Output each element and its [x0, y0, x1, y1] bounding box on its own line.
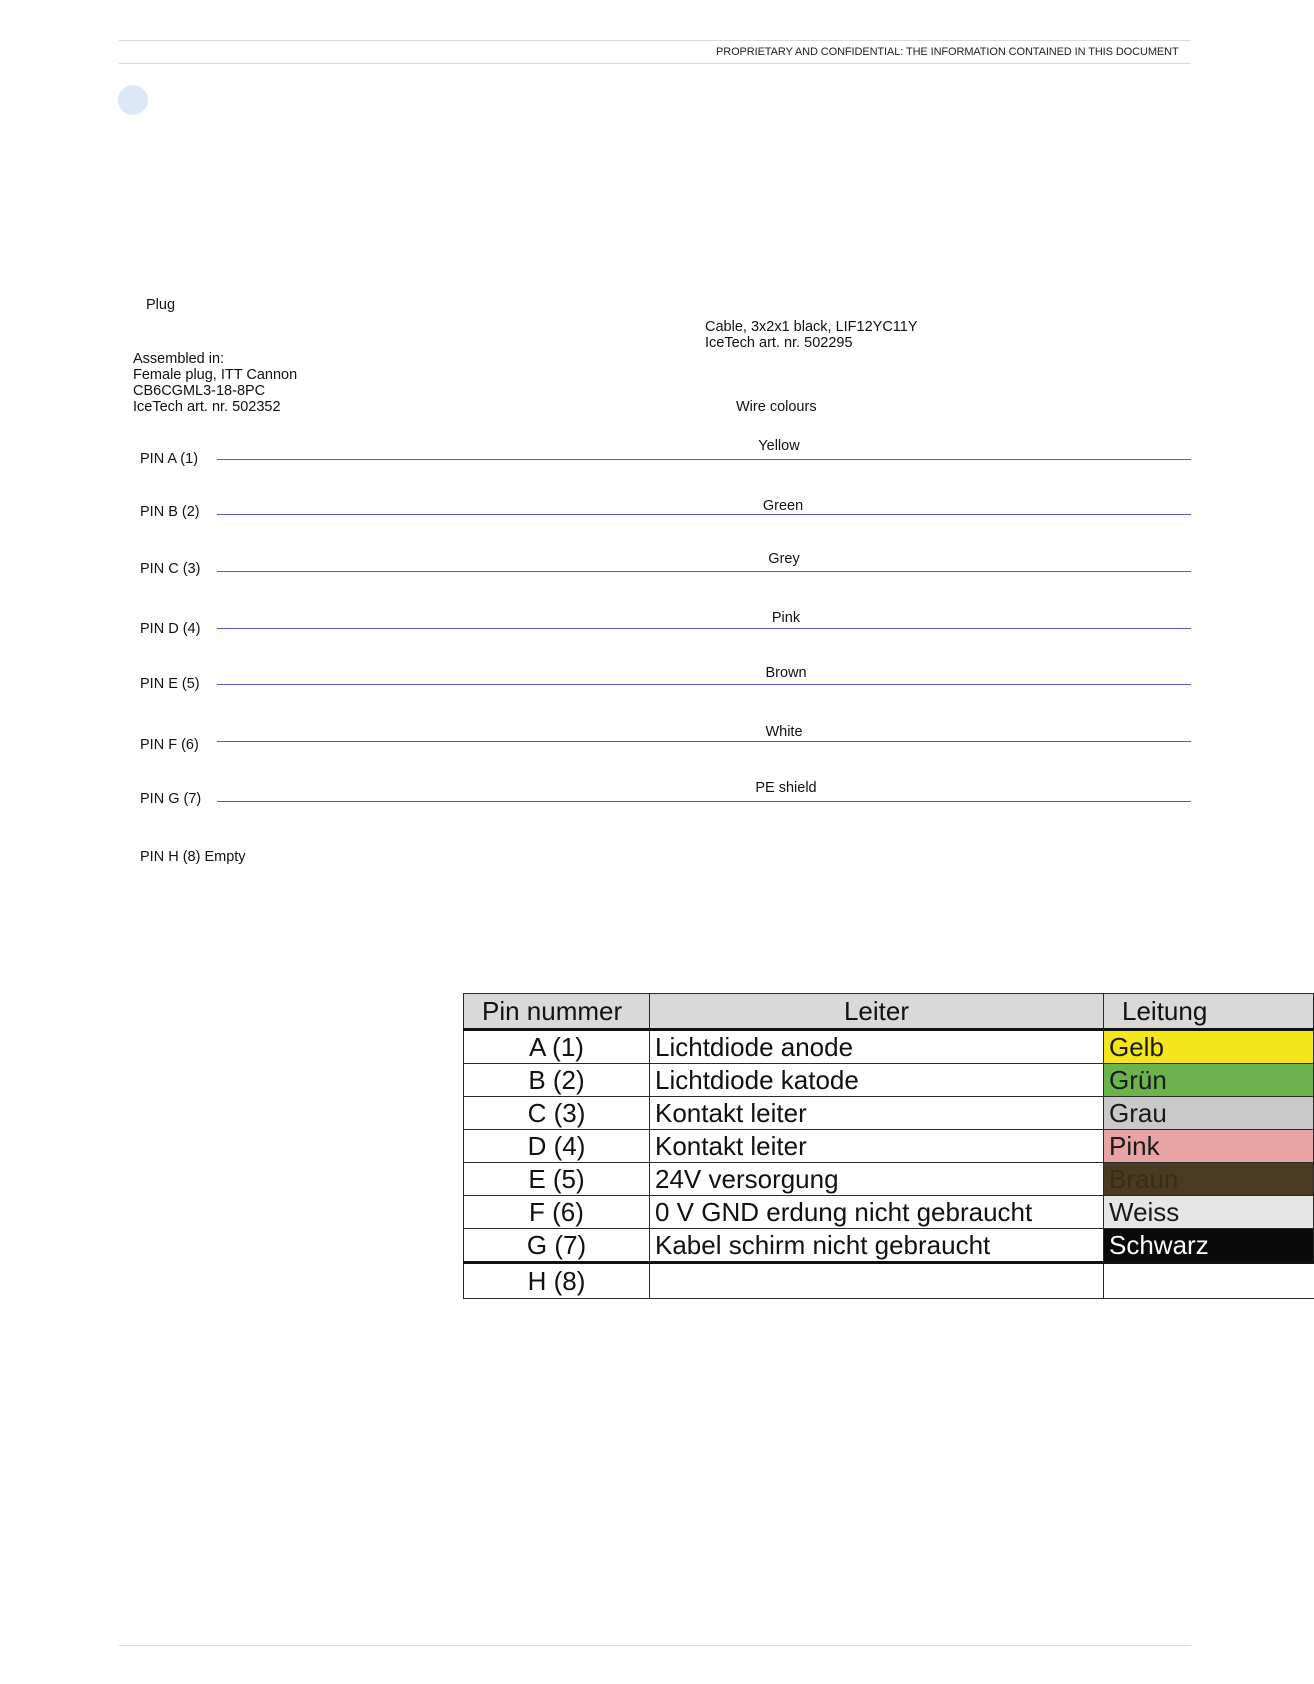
wire-line [217, 571, 1191, 572]
leiter-cell [650, 1263, 1104, 1299]
leitung-colour-cell: Gelb [1104, 1030, 1314, 1064]
plug-info-line: CB6CGML3-18-8PC [133, 383, 266, 399]
cable-info-line: IceTech art. nr. 502295 [705, 335, 853, 351]
leiter-cell: 0 V GND erdung nicht gebraucht [650, 1196, 1104, 1229]
plug-info-line: Assembled in: [133, 351, 225, 367]
table-row [464, 1263, 1314, 1299]
header-bottom-rule [119, 63, 1191, 64]
pin-cell: D (4) [464, 1130, 650, 1163]
wire-line [217, 801, 1191, 802]
confidential-notice: PROPRIETARY AND CONFIDENTIAL: THE INFORMATION CONTAINED IN THIS DOCUMENT [716, 46, 1179, 58]
pin-cell: E (5) [464, 1163, 650, 1196]
wire-colour-label: PE shield [755, 780, 817, 796]
wire-line [217, 684, 1191, 685]
header-leitung: Leitung [1104, 994, 1314, 1030]
header-pin-nummer: Pin nummer [464, 994, 650, 1030]
pin-label: PIN G (7) [140, 791, 202, 807]
wire-colour-label: Yellow [758, 438, 800, 454]
wire-colour-label: Grey [768, 551, 800, 567]
leiter-cell: Lichtdiode anode [650, 1030, 1104, 1064]
cable-info-line: Cable, 3x2x1 black, LIF12YC11Y [705, 319, 918, 335]
wire-line [217, 628, 1191, 629]
leitung-colour-cell: Braun [1104, 1163, 1314, 1196]
table-row [464, 1229, 1314, 1263]
table-row [464, 1130, 1314, 1163]
table-row [464, 1097, 1314, 1130]
leiter-cell: Kontakt leiter [650, 1097, 1104, 1130]
page-marker-dot [118, 85, 148, 115]
leitung-colour-cell: Schwarz [1104, 1229, 1314, 1263]
plug-info-line: IceTech art. nr. 502352 [133, 399, 281, 415]
pin-label: PIN D (4) [140, 621, 201, 637]
pin-label: PIN E (5) [140, 676, 200, 692]
leitung-colour-cell: Grün [1104, 1064, 1314, 1097]
leitung-colour-cell [1104, 1263, 1314, 1299]
wire-line [217, 459, 1191, 460]
pin-cell: A (1) [464, 1030, 650, 1064]
plug-info-line: Female plug, ITT Cannon [133, 367, 298, 383]
table-row [464, 1064, 1314, 1097]
pin-label: PIN F (6) [140, 737, 199, 753]
pin-label: PIN A (1) [140, 451, 199, 467]
pin-cell: C (3) [464, 1097, 650, 1130]
leiter-cell: Kontakt leiter [650, 1130, 1104, 1163]
wire-line [217, 741, 1191, 742]
pin-label: PIN B (2) [140, 504, 200, 520]
wire-colour-label: White [765, 724, 803, 740]
pin-cell: G (7) [464, 1229, 650, 1263]
wire-colour-label: Green [762, 498, 804, 514]
wire-colours-heading: Wire colours [736, 399, 817, 415]
header-leiter: Leiter [650, 994, 1104, 1030]
leiter-cell: Kabel schirm nicht gebraucht [650, 1229, 1104, 1263]
wire-line [217, 514, 1191, 515]
plug-label: Plug [146, 297, 176, 313]
footer-rule [119, 1645, 1191, 1646]
header-top-rule [119, 40, 1191, 41]
pin-cell: F (6) [464, 1196, 650, 1229]
pin-cell: B (2) [464, 1064, 650, 1097]
leitung-colour-cell: Pink [1104, 1130, 1314, 1163]
table-row [464, 1030, 1314, 1064]
leitung-colour-cell: Weiss [1104, 1196, 1314, 1229]
leitung-colour-cell: Grau [1104, 1097, 1314, 1130]
empty-pin-label: PIN H (8) Empty [140, 849, 246, 865]
pin-assignment-table [463, 993, 1209, 1305]
table-header-row [464, 994, 1314, 1030]
leiter-cell: 24V versorgung [650, 1163, 1104, 1196]
pin-label: PIN C (3) [140, 561, 201, 577]
wire-colour-label: Pink [771, 610, 801, 626]
pin-cell: H (8) [464, 1263, 650, 1299]
table-row [464, 1163, 1314, 1196]
table-row [464, 1196, 1314, 1229]
wire-colour-label: Brown [765, 665, 807, 681]
leiter-cell: Lichtdiode katode [650, 1064, 1104, 1097]
